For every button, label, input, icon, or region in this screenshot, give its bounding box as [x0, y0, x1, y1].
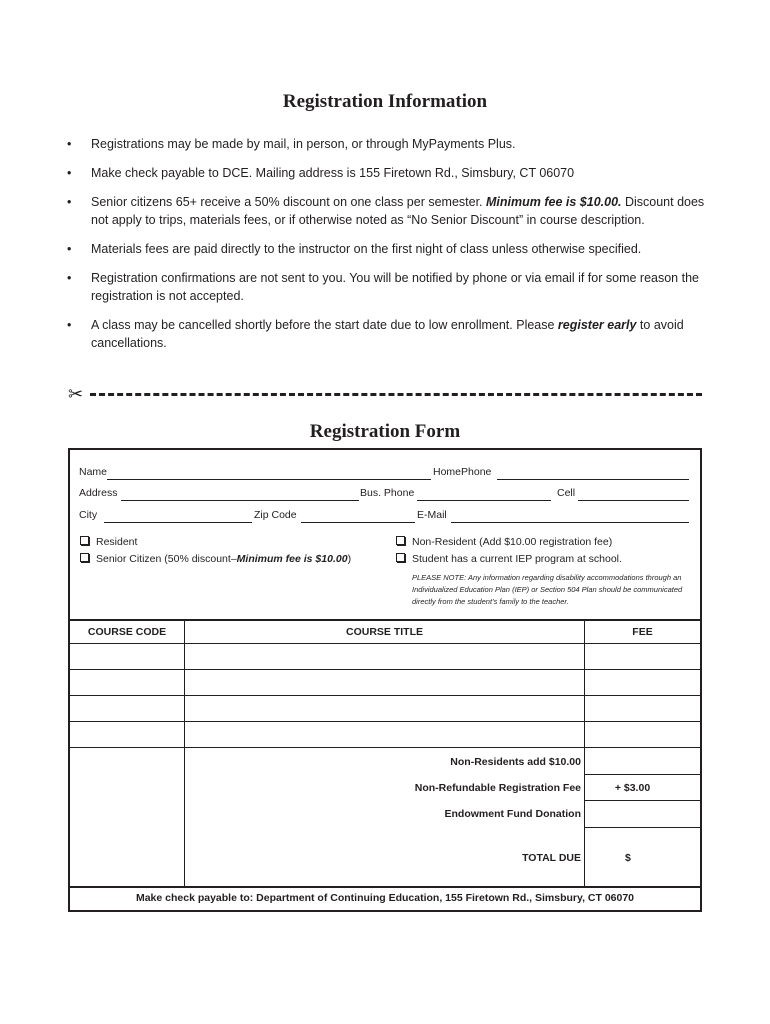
scissors-icon: ✂: [68, 384, 84, 404]
homephone-field[interactable]: [497, 479, 689, 480]
senior-checkbox[interactable]: [80, 553, 89, 562]
dashed-divider: [90, 393, 702, 396]
iep-option[interactable]: Student has a current IEP program at school.: [396, 553, 622, 565]
registration-form: [68, 448, 702, 912]
list-item: • Make check payable to DCE. Mailing address is 155 Firetown Rd., Simsbury, CT 06070: [67, 166, 575, 180]
cell-label: Cell: [557, 487, 576, 499]
homephone-label: HomePhone: [433, 466, 492, 478]
row-divider: [70, 695, 700, 696]
senior-option[interactable]: Senior Citizen (50% discount–Minimum fee is $10.00): [80, 553, 351, 565]
resident-checkbox[interactable]: [80, 536, 89, 545]
city-field[interactable]: [104, 522, 252, 523]
list-item: • Registration confirmations are not sent to you. You will be notified by phone or via email if for some reason the registration is not accepted.: [67, 271, 699, 303]
address-field[interactable]: [121, 500, 359, 501]
course-title-header: COURSE TITLE: [345, 626, 423, 638]
cell-field[interactable]: [578, 500, 689, 501]
registration-fee-value: + $3.00: [614, 782, 651, 794]
header-divider: [70, 643, 700, 644]
name-field[interactable]: [107, 479, 431, 480]
fee-divider: [584, 774, 700, 775]
nonresident-option[interactable]: Non-Resident (Add $10.00 registration fee): [396, 536, 612, 548]
cut-line: [68, 385, 702, 405]
resident-option[interactable]: Resident: [80, 536, 137, 548]
table-top-border: [70, 619, 700, 621]
list-item: • Senior citizens 65+ receive a 50% discount on one class per semester. Minimum fee is $10.00. Discount does not apply to trips, materials fees, or if otherwise noted as “No Senior Discount” in course description.: [67, 195, 705, 227]
busphone-field[interactable]: [417, 500, 551, 501]
row-divider: [70, 721, 700, 722]
total-due-value: $: [625, 852, 631, 864]
registration-form-title: Registration Form: [309, 421, 461, 442]
list-item: • Registrations may be made by mail, in person, or through MyPayments Plus.: [67, 137, 516, 151]
iep-checkbox[interactable]: [396, 553, 405, 562]
email-label: E-Mail: [417, 509, 447, 521]
fee-header: FEE: [632, 626, 653, 638]
nonresident-checkbox[interactable]: [396, 536, 405, 545]
column-divider: [184, 619, 185, 887]
fee-divider: [584, 827, 700, 828]
table-bottom-border: [70, 886, 700, 888]
row-divider: [70, 747, 700, 748]
fee-divider: [584, 800, 700, 801]
email-field[interactable]: [451, 522, 689, 523]
address-label: Address: [79, 487, 118, 499]
endowment-donation-label: Endowment Fund Donation: [444, 808, 581, 820]
registration-information-title: Registration Information: [282, 91, 488, 112]
registration-fee-label: Non-Refundable Registration Fee: [414, 782, 581, 794]
list-item: • A class may be cancelled shortly before the start date due to low enrollment. Please register early to avoid cancellations.: [67, 318, 684, 350]
nonresident-fee-label: Non-Residents add $10.00: [450, 756, 581, 768]
information-list: [64, 135, 714, 363]
busphone-label: Bus. Phone: [360, 487, 415, 499]
total-due-label: TOTAL DUE: [522, 852, 581, 864]
zip-field[interactable]: [301, 522, 415, 523]
course-code-header: COURSE CODE: [87, 626, 167, 638]
city-label: City: [79, 509, 98, 521]
column-divider: [584, 619, 585, 887]
row-divider: [70, 669, 700, 670]
name-label: Name: [79, 466, 108, 478]
list-item: • Materials fees are paid directly to the instructor on the first night of class unless otherwise specified.: [67, 242, 642, 256]
payable-footer: Make check payable to: Department of Continuing Education, 155 Firetown Rd., Simsbury, CT 06070: [135, 892, 635, 904]
zip-label: Zip Code: [254, 509, 297, 521]
disability-note: PLEASE NOTE: Any information regarding disability accommodations through an Individualized Education Plan (IEP) or Section 504 Plan should be communicated directly from the student’s family to the teacher.: [412, 573, 683, 606]
